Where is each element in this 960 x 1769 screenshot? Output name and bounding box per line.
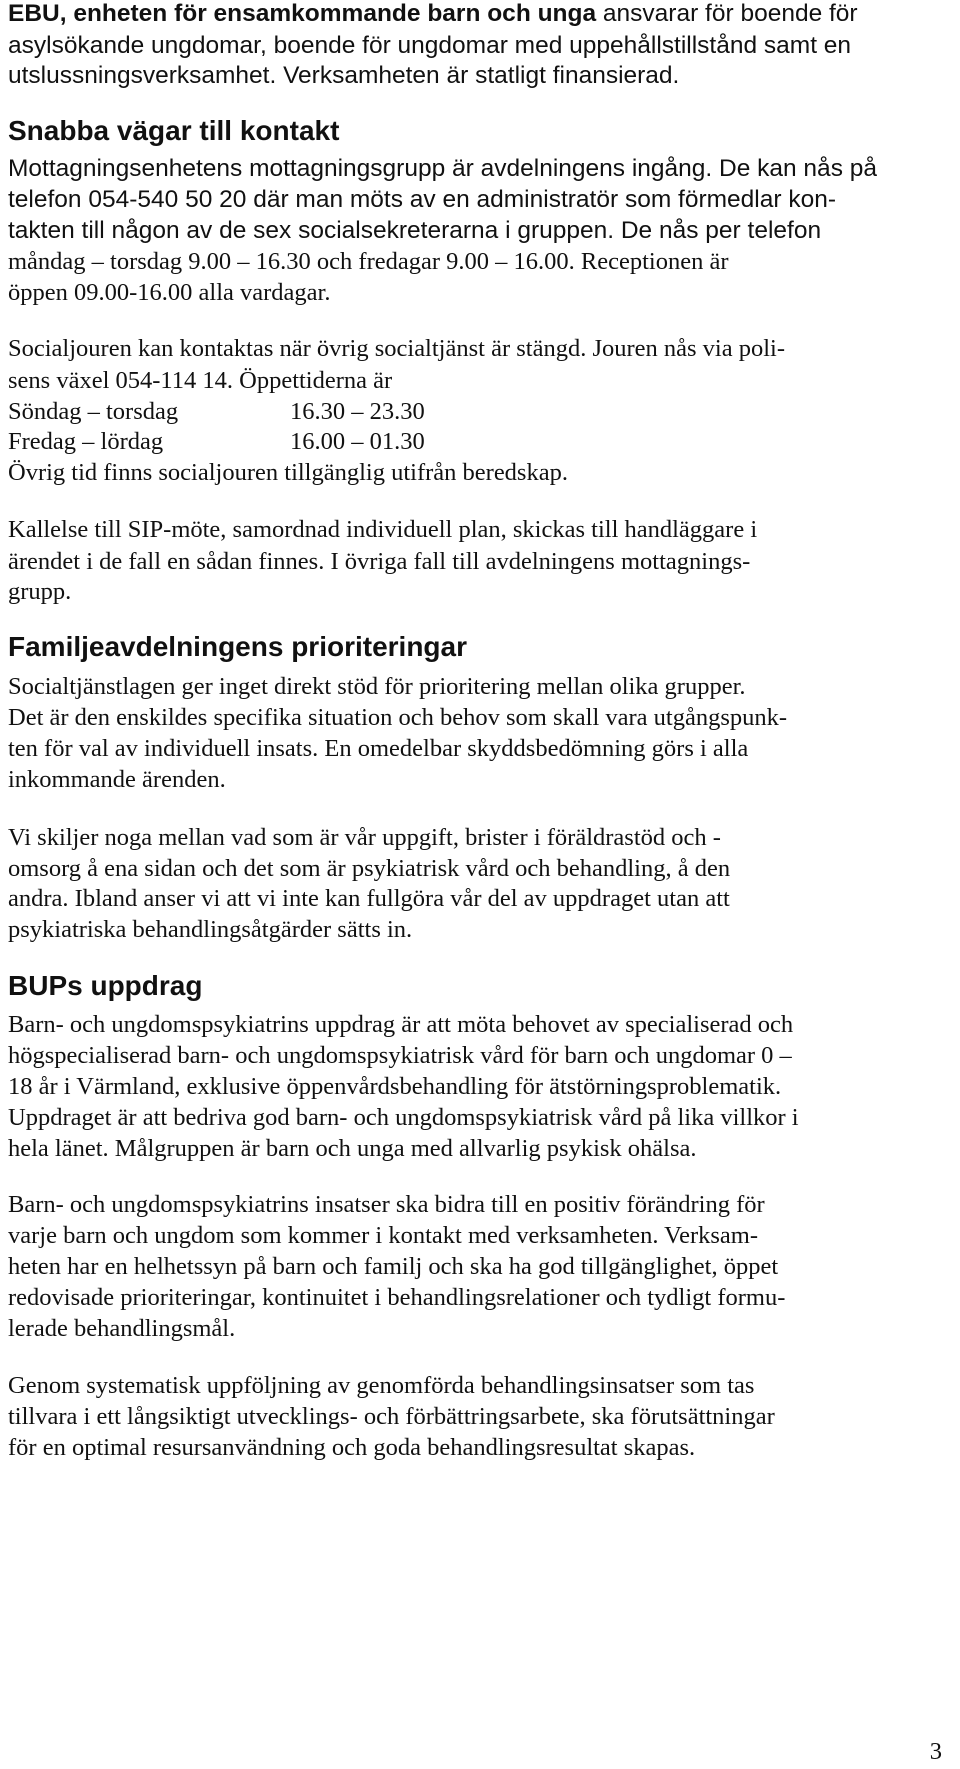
- sip-line: ärendet i de fall en sådan finnes. I övriga fall till avdelningens mottagnings-: [8, 548, 751, 575]
- bup-line: Genom systematisk uppföljning av genomförda behandlingsinsatser som tas: [8, 1372, 755, 1399]
- sip-line: Kallelse till SIP-möte, samordnad individuell plan, skickas till handläggare i: [8, 516, 758, 543]
- sip-line: grupp.: [8, 578, 72, 605]
- bup-line: lerade behandlingsmål.: [8, 1315, 236, 1342]
- priorities-line: andra. Ibland anser vi att vi inte kan fullgöra vår del av uppdraget utan att: [8, 885, 730, 912]
- section-heading-priorities: Familjeavdelningens prioriteringar: [8, 631, 468, 662]
- section-heading-contact: Snabba vägar till kontakt: [8, 115, 340, 146]
- priorities-line: inkommande ärenden.: [8, 766, 226, 793]
- intro-bold-lead: EBU, enheten för ensamkommande barn och unga: [8, 0, 597, 27]
- contact-line: telefon 054-540 50 20 där man möts av en administratör som förmedlar kon-: [8, 186, 836, 213]
- bup-line: heten har en helhetssyn på barn och familj och ska ha god tillgänglighet, öppet: [8, 1253, 779, 1280]
- intro-line-2: asylsökande ungdomar, boende för ungdomar med uppehållstillstånd samt en: [8, 32, 852, 59]
- priorities-line: omsorg å ena sidan och det som är psykiatrisk vård och behandling, å den: [8, 855, 731, 882]
- bup-line: tillvara i ett långsiktigt utvecklings- och förbättringsarbete, ska förutsättningar: [8, 1403, 775, 1430]
- bup-line: varje barn och ungdom som kommer i kontakt med verksamheten. Verksam-: [8, 1222, 759, 1249]
- bup-line: 18 år i Värmland, exklusive öppenvårdsbehandling för ätstörningsproblematik.: [8, 1073, 782, 1100]
- contact-line: måndag – torsdag 9.00 – 16.30 och fredagar 9.00 – 16.00. Receptionen är: [8, 248, 729, 275]
- bup-line: Barn- och ungdomspsykiatrins uppdrag är att möta behovet av specialiserad och: [8, 1011, 794, 1038]
- bup-line: Uppdraget är att bedriva god barn- och ungdomspsykiatrisk vård på lika villkor i: [8, 1104, 799, 1131]
- bup-line: hela länet. Målgruppen är barn och unga med allvarlig psykisk ohälsa.: [8, 1135, 697, 1162]
- hours-days: Söndag – torsdag: [8, 398, 179, 425]
- priorities-line: Det är den enskildes specifika situation och behov som skall vara utgångspunk-: [8, 704, 788, 731]
- hours-time: 16.00 – 01.30: [290, 428, 425, 455]
- jour-after-line: Övrig tid finns socialjouren tillgänglig utifrån beredskap.: [8, 459, 568, 486]
- intro-line-3: utslussningsverksamhet. Verksamheten är statligt finansierad.: [8, 62, 680, 89]
- intro-line-1: [8, 2, 858, 27]
- contact-line: Mottagningsenhetens mottagningsgrupp är avdelningens ingång. De kan nås på: [8, 155, 877, 182]
- contact-line: öppen 09.00-16.00 alla vardagar.: [8, 279, 331, 306]
- hours-time: 16.30 – 23.30: [290, 398, 425, 425]
- priorities-line: Socialtjänstlagen ger inget direkt stöd för prioritering mellan olika grupper.: [8, 673, 746, 700]
- jour-line: sens växel 054-114 14. Öppettiderna är: [8, 367, 393, 394]
- bup-line: Barn- och ungdomspsykiatrins insatser ska bidra till en positiv förändring för: [8, 1191, 765, 1218]
- hours-days: Fredag – lördag: [8, 428, 164, 455]
- priorities-line: psykiatriska behandlingsåtgärder sätts in.: [8, 916, 413, 943]
- contact-line: takten till någon av de sex socialsekreterarna i gruppen. De nås per telefon: [8, 217, 822, 244]
- bup-line: redovisade prioriteringar, kontinuitet i behandlingsrelationer och tydligt formu-: [8, 1284, 786, 1311]
- priorities-line: ten för val av individuell insats. En omedelbar skyddsbedömning görs i alla: [8, 735, 749, 762]
- priorities-line: Vi skiljer noga mellan vad som är vår uppgift, brister i föräldrastöd och -: [8, 824, 721, 851]
- jour-line: Socialjouren kan kontaktas när övrig socialtjänst är stängd. Jouren nås via poli-: [8, 335, 786, 362]
- section-heading-bup: BUPs uppdrag: [8, 970, 203, 1001]
- page-number: 3: [929, 1738, 942, 1765]
- bup-line: högspecialiserad barn- och ungdomspsykiatrisk vård för barn och ungdomar 0 –: [8, 1042, 792, 1069]
- bup-line: för en optimal resursanvändning och goda behandlingsresultat skapas.: [8, 1434, 696, 1461]
- intro-rest: ansvarar för boende för: [596, 0, 858, 27]
